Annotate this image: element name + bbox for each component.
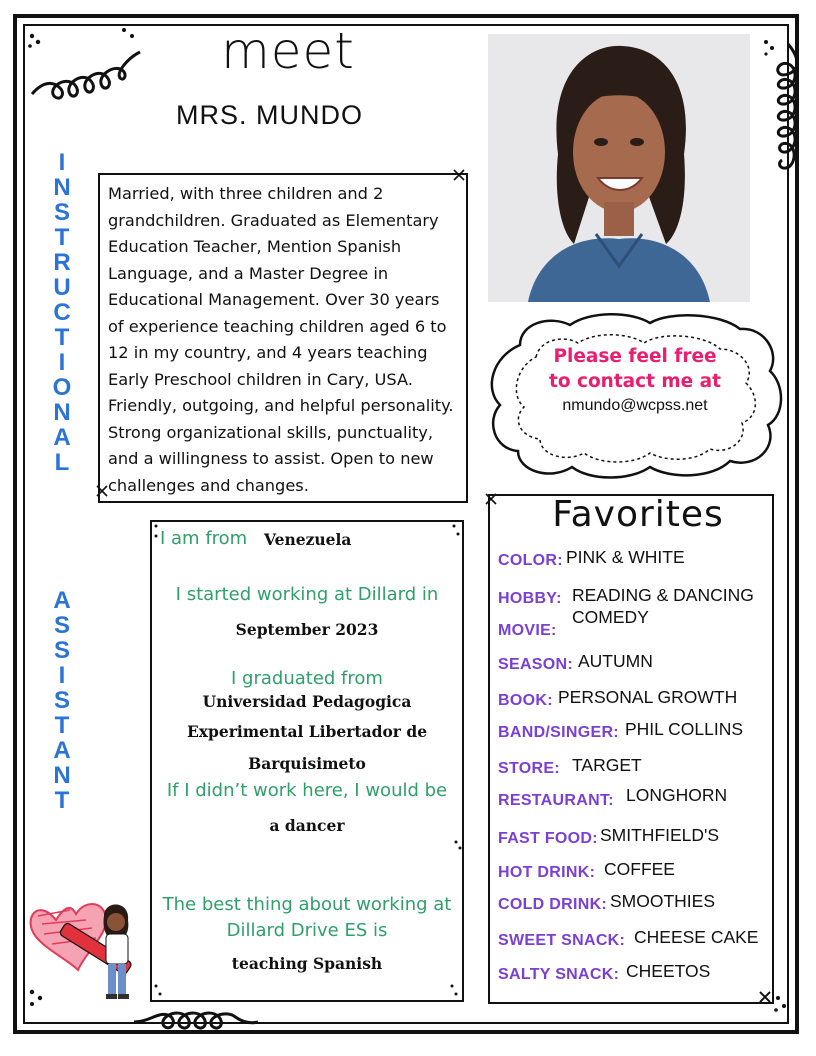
vertical-title-letter: S (53, 612, 70, 639)
from-label: I am from (160, 528, 248, 549)
favorite-row (498, 828, 598, 854)
star-mark-icon (93, 482, 113, 502)
swirl-decoration-top-left (24, 22, 144, 102)
favorite-row (498, 930, 625, 956)
favorite-label: HOBBY: (498, 590, 562, 607)
favorite-value: COFFEE (604, 859, 675, 879)
job-label: If I didn’t work here, I would be (166, 780, 448, 801)
swirl-decoration-right (760, 34, 810, 204)
favorite-value: SMOOTHIES (610, 891, 716, 911)
favorite-value: SMITHFIELD'S (600, 825, 720, 845)
favorite-label: COLD DRINK: (498, 896, 608, 913)
favorite-value: AUTUMN (578, 651, 653, 671)
favorite-label: SALTY SNACK: (498, 966, 620, 983)
favorite-label: MOVIE: (498, 622, 557, 639)
graduated-value-3: Barquisimeto (248, 754, 366, 773)
job-value: a dancer (269, 816, 345, 835)
star-mark-icon (482, 490, 502, 510)
favorite-value: COMEDY (572, 607, 649, 627)
vertical-title-letter: U (53, 274, 71, 301)
vertical-title-letter: S (53, 637, 70, 664)
vertical-title-letter: S (53, 199, 70, 226)
favorite-row (498, 894, 607, 920)
vertical-title-letter: T (54, 787, 70, 814)
vertical-title-letter: I (58, 662, 66, 689)
favorite-value: READING & DANCING (572, 585, 754, 605)
started-value: September 2023 (235, 620, 379, 639)
vertical-title-letter: O (52, 374, 72, 401)
vertical-title-letter: N (53, 399, 71, 426)
graduated-value-2: Experimental Libertador de (186, 722, 428, 741)
vertical-title-letter: T (54, 324, 70, 351)
favorite-label: RESTAURANT: (498, 792, 614, 809)
dots-icon (452, 838, 464, 852)
favorite-row (498, 550, 563, 576)
vertical-title-letter: L (54, 449, 70, 476)
favorite-value: LONGHORN (626, 785, 728, 805)
favorite-label: HOT DRINK: (498, 864, 596, 881)
teacher-name: MRS. MUNDO (176, 100, 363, 130)
favorite-label: SEASON: (498, 656, 573, 673)
best-label-1: The best thing about working at (162, 894, 452, 915)
dots-icon (448, 980, 462, 1000)
favorite-row (498, 964, 619, 990)
contact-line-2: to contact me at (548, 371, 721, 392)
favorite-row (498, 620, 557, 646)
favorite-value: CHEESE CAKE (634, 927, 759, 947)
started-label: I started working at Dillard in (175, 584, 439, 605)
vertical-title-letter: S (53, 687, 70, 714)
favorite-row (498, 790, 614, 816)
vertical-title-letter: C (53, 299, 71, 326)
bio-box (98, 173, 468, 503)
favorites-title: Favorites (552, 494, 724, 535)
favorite-label: COLOR: (498, 552, 563, 569)
vertical-title-letter: N (53, 762, 71, 789)
best-value: teaching Spanish (231, 954, 383, 973)
graduated-value-1: Universidad Pedagogica (202, 692, 412, 711)
favorite-row (498, 588, 562, 614)
favorite-label: BAND/SINGER: (498, 724, 619, 741)
bio-text: Married, with three children and 2 grandchildren. Graduated as Elementary Education Teacher, Mention Spanish Language, and a Master Degree in Educational Management. Over 30 years of experience teaching children aged 6 to 12 in my country, and 4 years teaching Early Preschool children in Cary, USA. Friendly, outgoing, and helpful personality. Strong organizational skills, punctuality, and a willingness to assist. Open to new challenges and changes. (108, 184, 454, 495)
vertical-title-letter: T (54, 712, 70, 739)
favorite-row (498, 722, 619, 748)
meet-heading: meet (221, 22, 355, 80)
favorite-row (498, 758, 560, 784)
contact-email[interactable]: nmundo@wcpss.net (562, 397, 708, 414)
graduated-label: I graduated from (231, 668, 383, 689)
vertical-title-letter: I (58, 149, 66, 176)
vertical-title-letter: A (53, 424, 71, 451)
favorite-row (498, 690, 553, 716)
favorite-label: FAST FOOD: (498, 830, 598, 847)
teacher-photo (488, 34, 750, 302)
swirl-decoration-bottom (130, 1002, 260, 1042)
best-label-2: Dillard Drive ES is (226, 920, 388, 941)
favorite-row (498, 654, 573, 680)
favorite-row (498, 862, 595, 888)
from-value: Venezuela (264, 530, 352, 549)
favorite-label: STORE: (498, 760, 560, 777)
vertical-title-letter: N (53, 174, 71, 201)
vertical-title-letter: I (58, 349, 66, 376)
contact-block (520, 344, 750, 417)
vertical-title-assistant (40, 588, 84, 813)
dots-icon (152, 980, 166, 1000)
dots-icon (450, 522, 462, 542)
favorite-label: SWEET SNACK: (498, 932, 626, 949)
heart-crayon-avatar-illustration (26, 880, 146, 1004)
vertical-title-letter: T (54, 224, 70, 251)
vertical-title-instructional (40, 150, 84, 475)
favorite-value: CHEETOS (626, 961, 711, 981)
favorite-value: TARGET (572, 755, 642, 775)
vertical-title-letter: A (53, 587, 71, 614)
star-mark-icon (450, 166, 470, 186)
contact-line-1: Please feel free (553, 346, 717, 367)
favorite-value: PINK & WHITE (566, 547, 685, 567)
favorite-value: PHIL COLLINS (625, 719, 744, 739)
favorite-value: PERSONAL GROWTH (558, 687, 738, 707)
vertical-title-letter: A (53, 737, 71, 764)
vertical-title-letter: R (53, 249, 71, 276)
favorite-label: BOOK: (498, 692, 553, 709)
